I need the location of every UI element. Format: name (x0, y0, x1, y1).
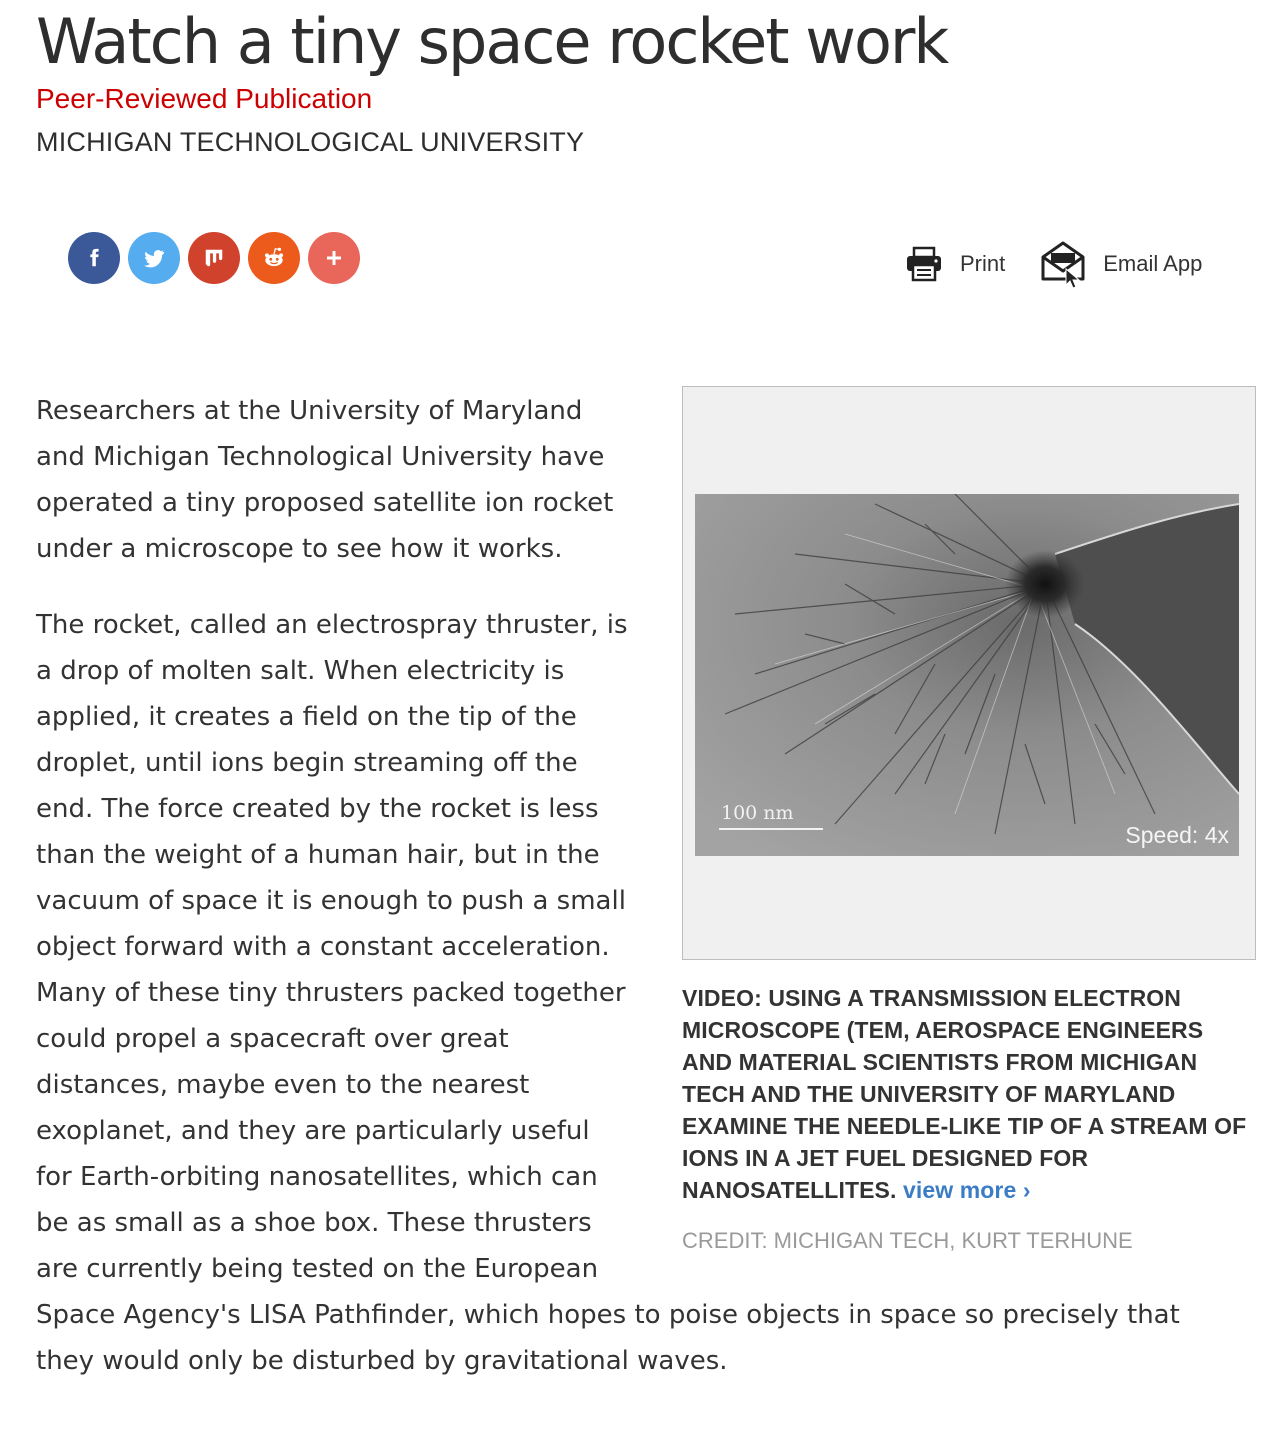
share-twitter-button[interactable] (128, 232, 180, 284)
article-paragraph: The rocket, called an electrospray thruster, is a drop of molten salt. When electricity is applied, it creates a field on the tip of the droplet, until ions begin streaming off the end. The force created by the rocket is less than the weight of a human hair, but in the vacuum of space it is enough to push a small object forward with a constant acceleration. Many of these tiny thrusters packed together could propel a spacecraft over great distances, maybe even to the nearest exoplanet, and they are particularly useful for Earth-orbiting nanosatellites, which can be as small as a shoe box. These thrusters are currently being tested on the European Space Agency's LISA Pathfinder, which hopes to poise objects in space so precisely that they would only be disturbed by gravitational waves. (36, 610, 1180, 1376)
share-more-button[interactable] (308, 232, 360, 284)
share-bar (68, 232, 360, 284)
twitter-icon (142, 246, 166, 270)
print-label: Print (960, 251, 1006, 276)
plus-icon (325, 249, 343, 267)
media-credit: CREDIT: MICHIGAN TECH, KURT TERHUNE (682, 1228, 1133, 1253)
email-envelope-icon (1039, 239, 1087, 289)
mix-icon (203, 247, 225, 269)
scale-bar-label: 100 nm (721, 802, 794, 824)
media-box (682, 386, 1256, 960)
institution-name: MICHIGAN TECHNOLOGICAL UNIVERSITY (36, 127, 585, 157)
view-more-link[interactable] (903, 1177, 1031, 1203)
page-title: Watch a tiny space rocket work (36, 5, 948, 78)
share-facebook-button[interactable] (68, 232, 120, 284)
media-caption (682, 982, 1252, 1206)
article-paragraph: Researchers at the University of Maryland and Michigan Technological University have operated a tiny proposed satellite ion rocket under a microscope to see how it works. (36, 396, 614, 564)
reddit-icon (261, 245, 287, 271)
printer-icon (904, 244, 944, 284)
chevron-right-icon: › (1022, 1177, 1031, 1203)
share-reddit-button[interactable] (248, 232, 300, 284)
scale-bar (719, 828, 823, 830)
email-app-label: Email App (1103, 251, 1203, 276)
speed-label: Speed: 4x (1125, 822, 1229, 848)
article-tools (904, 238, 1202, 290)
publication-type: Peer-Reviewed Publication (36, 83, 373, 114)
share-mix-button[interactable] (188, 232, 240, 284)
email-app-button[interactable] (1039, 239, 1202, 289)
caption-text: VIDEO: USING A TRANSMISSION ELECTRON MICROSCOPE (TEM, AEROSPACE ENGINEERS AND MATERIAL SCIENTISTS FROM MICHIGAN TECH AND THE UNIVERSITY OF MARYLAND EXAMINE THE NEEDLE-LIKE TIP OF A STREAM OF IONS IN A JET FUEL DESIGNED FOR NANOSATELLITES. (682, 985, 1247, 1203)
view-more-label: view more (902, 1177, 1017, 1203)
facebook-icon (83, 247, 105, 269)
print-button[interactable] (904, 244, 1005, 284)
tem-video[interactable] (695, 494, 1239, 856)
